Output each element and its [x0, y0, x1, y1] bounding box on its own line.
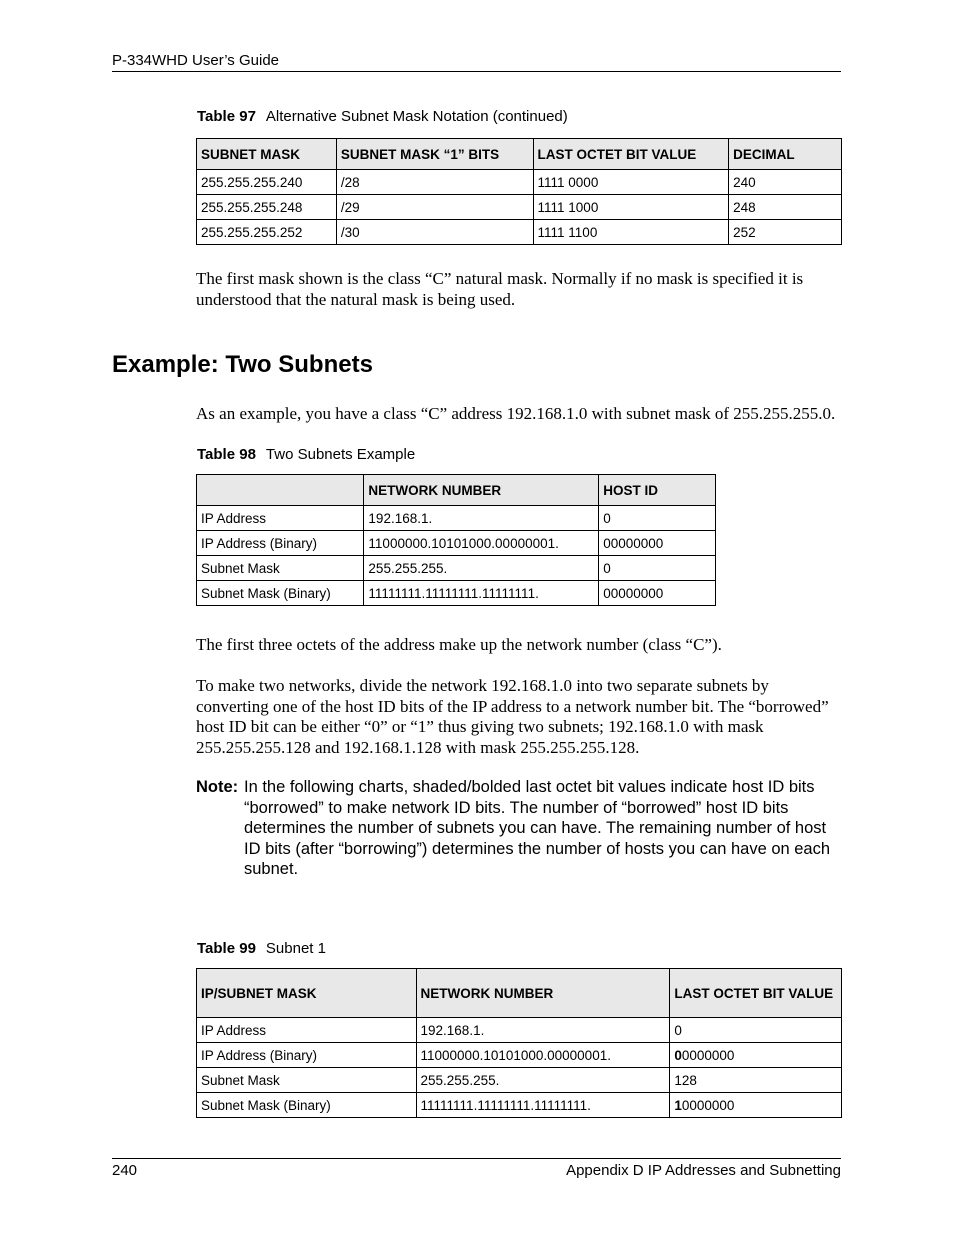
table-cell: 00000000 [599, 531, 716, 556]
table-cell: 11000000.10101000.00000001. [364, 531, 599, 556]
table-cell: Subnet Mask [197, 556, 364, 581]
table-cell: /30 [336, 220, 533, 245]
table99-label: Table 99 [197, 940, 256, 957]
borrowed-bit: 1 [674, 1097, 682, 1113]
table-cell: 11000000.10101000.00000001. [416, 1043, 670, 1068]
table-cell: 255.255.255.240 [197, 170, 337, 195]
table-cell [670, 1093, 842, 1118]
footer-section: Appendix D IP Addresses and Subnetting [566, 1162, 841, 1179]
section-heading: Example: Two Subnets [112, 351, 373, 378]
table-cell: 1111 0000 [533, 170, 729, 195]
column-header: NETWORK NUMBER [416, 969, 670, 1018]
remaining-bits: 0000000 [681, 1097, 735, 1113]
table-cell: 1111 1000 [533, 195, 729, 220]
table-cell: 252 [729, 220, 842, 245]
table99-caption [197, 940, 326, 957]
table-cell: 248 [729, 195, 842, 220]
table98-header-row [197, 475, 716, 506]
table98-caption [197, 446, 415, 463]
table-cell: 1111 1100 [533, 220, 729, 245]
column-header: SUBNET MASK “1” BITS [336, 139, 533, 170]
table-cell: 0 [599, 506, 716, 531]
table98 [196, 474, 716, 606]
borrowed-bit: 0 [674, 1047, 682, 1063]
table-row [197, 195, 842, 220]
table-cell: /29 [336, 195, 533, 220]
column-header: IP/SUBNET MASK [197, 969, 417, 1018]
table-row [197, 1068, 842, 1093]
table97-caption [197, 108, 568, 125]
column-header: SUBNET MASK [197, 139, 337, 170]
table-cell: 255.255.255. [416, 1068, 670, 1093]
column-header [197, 475, 364, 506]
remaining-bits: 0 [674, 1022, 682, 1038]
table-cell: 255.255.255.252 [197, 220, 337, 245]
table98-label: Table 98 [197, 446, 256, 463]
table97-header-row [197, 139, 842, 170]
table-row [197, 581, 716, 606]
table99-title: Subnet 1 [265, 940, 326, 957]
table-row [197, 220, 842, 245]
page-number: 240 [112, 1162, 138, 1179]
table-cell: 255.255.255.248 [197, 195, 337, 220]
table-row [197, 1018, 842, 1043]
table-row [197, 556, 716, 581]
table-cell [670, 1043, 842, 1068]
table-row [197, 531, 716, 556]
table-cell: IP Address (Binary) [197, 1043, 417, 1068]
table-cell: /28 [336, 170, 533, 195]
table-cell: Subnet Mask (Binary) [197, 581, 364, 606]
paragraph: As an example, you have a class “C” address 192.168.1.0 with subnet mask of 255.255.255.0. [196, 404, 836, 423]
running-header: P-334WHD User’s Guide [112, 52, 279, 69]
header-rule [112, 71, 841, 72]
note-block [196, 777, 846, 880]
table-cell: 192.168.1. [364, 506, 599, 531]
table-cell [670, 1068, 842, 1093]
table-row [197, 1093, 842, 1118]
table-cell: IP Address [197, 1018, 417, 1043]
table-cell [670, 1018, 842, 1043]
paragraph: The first three octets of the address make up the network number (class “C”). [196, 635, 722, 654]
column-header: HOST ID [599, 475, 716, 506]
table-cell: IP Address [197, 506, 364, 531]
table-cell: 0 [599, 556, 716, 581]
table-cell: 11111111.11111111.11111111. [416, 1093, 670, 1118]
table97 [196, 138, 842, 245]
table-cell: 192.168.1. [416, 1018, 670, 1043]
column-header: LAST OCTET BIT VALUE [670, 969, 842, 1018]
paragraph: The first mask shown is the class “C” natural mask. Normally if no mask is specified it is understood that the natural mask is being used. [196, 269, 804, 309]
column-header: LAST OCTET BIT VALUE [533, 139, 729, 170]
column-header: NETWORK NUMBER [364, 475, 599, 506]
table-cell: IP Address (Binary) [197, 531, 364, 556]
table-cell: 255.255.255. [364, 556, 599, 581]
table-cell: 240 [729, 170, 842, 195]
footer-rule [112, 1158, 841, 1159]
table-row [197, 170, 842, 195]
paragraph: To make two networks, divide the network 192.168.1.0 into two separate subnets by converting one of the host ID bits of the IP address to a network number bit. The “borrowed” host ID bit can be either “0” or “1” thus giving two subnets; 192.168.1.0 with mask 255.255.255.128 and 192.168.1.128 with mask 255.255.255.128. [196, 676, 829, 757]
remaining-bits: 0000000 [681, 1047, 735, 1063]
table99-header-row [197, 969, 842, 1018]
table-cell: Subnet Mask (Binary) [197, 1093, 417, 1118]
table-cell: 11111111.11111111.11111111. [364, 581, 599, 606]
note-text: In the following charts, shaded/bolded last octet bit values indicate host ID bits “borrowed” to make network ID bits. The number of “borrowed” host ID bits determines the number of subnets you can have. The remaining number of host ID bits (after “borrowing”) determines the number of hosts you can have on each subnet. [244, 778, 831, 878]
table-cell: Subnet Mask [197, 1068, 417, 1093]
remaining-bits: 128 [674, 1072, 697, 1088]
table-row [197, 506, 716, 531]
note-label: Note: [196, 778, 239, 796]
column-header: DECIMAL [729, 139, 842, 170]
table98-title: Two Subnets Example [265, 446, 416, 463]
table97-title: Alternative Subnet Mask Notation (continued) [265, 108, 568, 125]
table99 [196, 968, 842, 1118]
table-row [197, 1043, 842, 1068]
table-cell: 00000000 [599, 581, 716, 606]
table97-label: Table 97 [197, 108, 256, 125]
